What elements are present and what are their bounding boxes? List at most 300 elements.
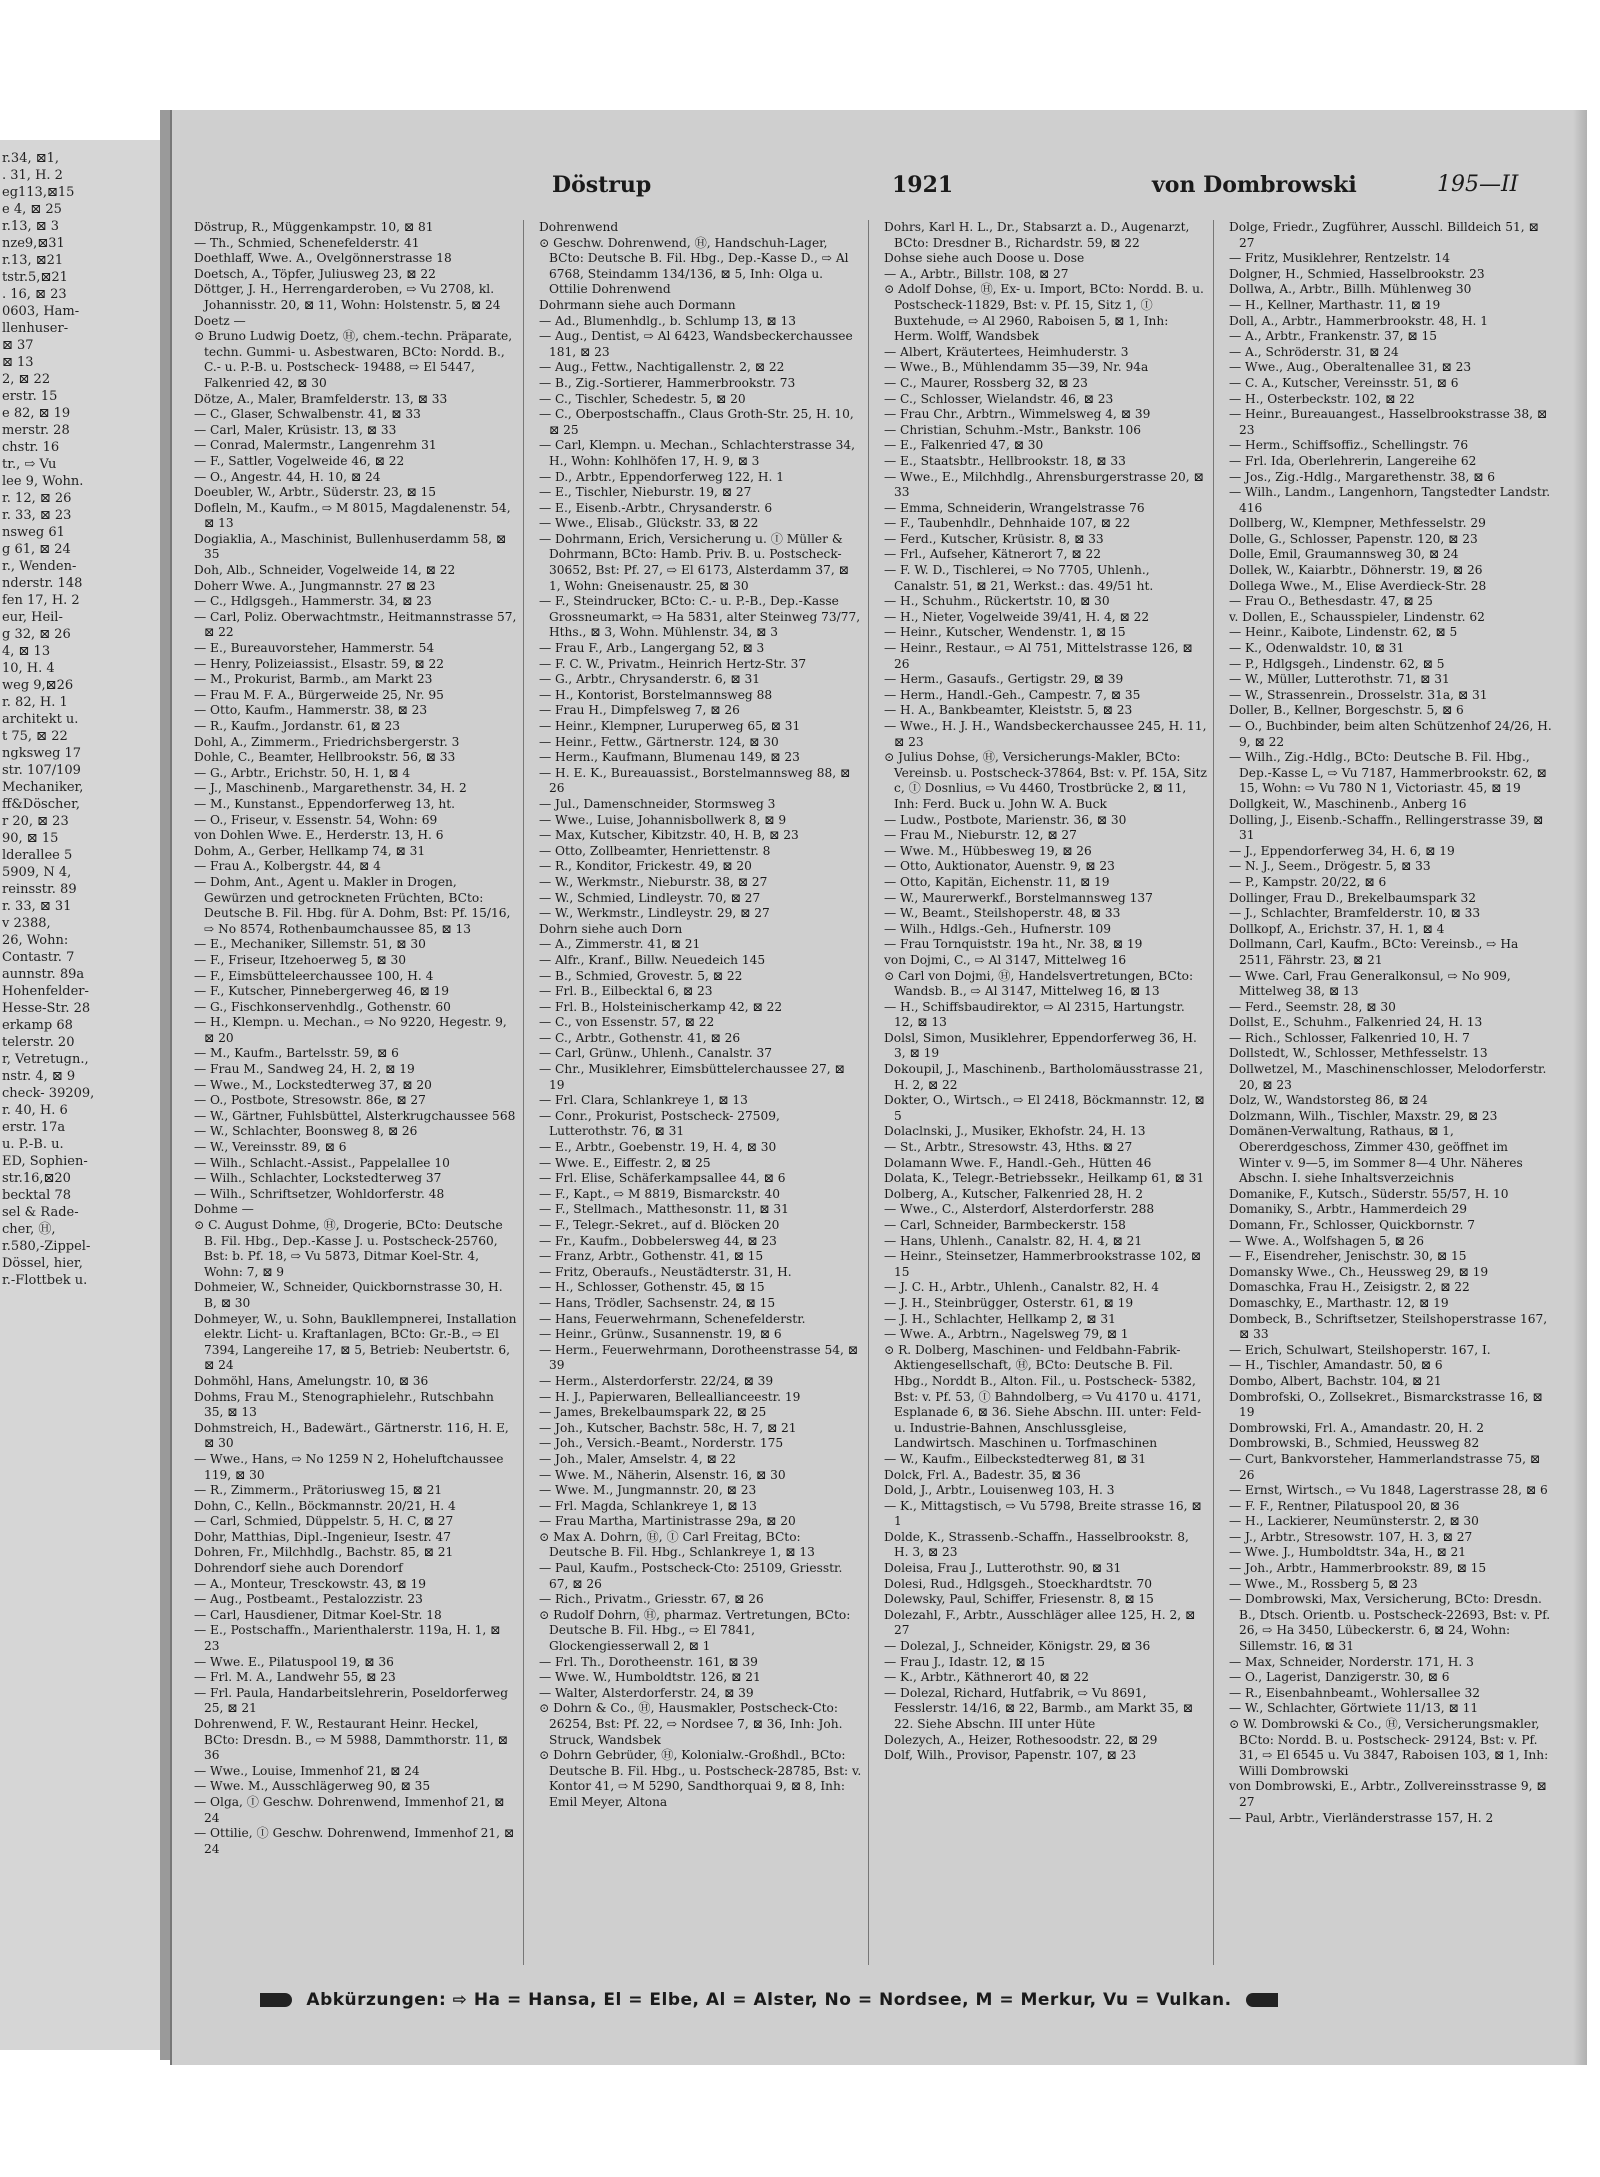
directory-entry: Dohmeier, W., Schneider, Quickbornstrasse 30, H. B, ⊠ 30: [194, 1280, 503, 1310]
directory-entry: Dohrenwend: [539, 220, 619, 234]
directory-entry: — Frl. Paula, Handarbeitslehrerin, Poseldorferweg 25, ⊠ 21: [194, 1685, 509, 1716]
directory-entry: — H., Tischler, Amandastr. 50, ⊠ 6: [1229, 1358, 1443, 1373]
directory-entry: Doethlaff, Wwe. A., Ovelgönnerstrasse 18: [194, 251, 452, 266]
directory-entry: — F., Friseur, Itzehoerweg 5, ⊠ 30: [194, 952, 406, 967]
directory-entry: Dolata, K., Telegr.-Betriebssekr., Heilkamp 61, ⊠ 31: [884, 1171, 1205, 1186]
directory-entry: — H., Klempn. u. Mechan., ⇨ No 9220, Hegestr. 9, ⊠ 20: [194, 1015, 507, 1045]
fragment-line: telerstr. 20: [2, 1035, 75, 1050]
directory-entry: — Jos., Zig.-Hdlg., Margarethenstr. 38, ⊠ 6: [1229, 469, 1496, 484]
directory-entry: Dohme —: [194, 1202, 254, 1217]
directory-entry: Dolaclnski, J., Musiker, Ekhofstr. 24, H. 13: [884, 1124, 1146, 1139]
directory-entry: Dohmstreich, H., Badewärt., Gärtnerstr. 116, H. E, ⊠ 30: [194, 1420, 509, 1451]
directory-entry: Dolde, K., Strassenb.-Schaffn., Hasselbrookstr. 8, H. 3, ⊠ 23: [884, 1529, 1189, 1560]
directory-entry: ⊙ Dohrn & Co., Ⓗ, Hausmakler, Postscheck-Cto: 26254, Bst: Pf. 22, ⇨ Nordsee 7, ⊠ 36, Inh: Joh. Struck, Wandsbek: [539, 1701, 843, 1747]
directory-entry: — Wilh., Zig.-Hdlg., BCto: Deutsche B. Fil. Hbg., Dep.-Kasse L, ⇨ Vu 7187, Hammerbrookstr. 62, ⊠ 15, Wohn: ⇨ Vu 780 N 1, Victoriastr. 45, ⊠ 19: [1229, 750, 1547, 796]
directory-entry: — Alfr., Kranf., Billw. Neuedeich 145: [539, 952, 766, 967]
directory-entry: — W., Müller, Lutterothstr. 71, ⊠ 31: [1229, 672, 1450, 687]
fragment-line: 2, ⊠ 22: [2, 372, 51, 387]
directory-entry: von Dohlen Wwe. E., Herderstr. 13, H. 6: [194, 828, 444, 843]
directory-entry: — W., Vereinsstr. 89, ⊠ 6: [194, 1140, 347, 1155]
directory-entry: — H., Schiffsbaudirektor, ⇨ Al 2315, Hartungstr. 12, ⊠ 13: [884, 999, 1185, 1030]
fragment-line: architekt u.: [2, 712, 79, 727]
fragment-line: r.580,-Zippel-: [2, 1239, 91, 1254]
page-edge: [1573, 110, 1587, 2065]
directory-entry: Dokoupil, J., Maschinenb., Bartholomäusstrasse 21, H. 2, ⊠ 22: [884, 1062, 1204, 1092]
fragment-line: v 2388,: [2, 916, 51, 931]
directory-entry: — A., Arbtr., Billstr. 108, ⊠ 27: [884, 266, 1069, 281]
directory-entry: — Joh., Maler, Amselstr. 4, ⊠ 22: [539, 1451, 737, 1466]
directory-entry: — Conrad, Malermstr., Langenrehm 31: [194, 438, 437, 453]
directory-entry: Dohn, C., Kelln., Böckmannstr. 20/21, H. 4: [194, 1498, 456, 1513]
fragment-line: 10, H. 4: [2, 661, 55, 676]
directory-entry: Domann, Fr., Schlosser, Quickbornstr. 7: [1229, 1218, 1476, 1232]
directory-entry: Dollst, E., Schuhm., Falkenried 24, H. 13: [1229, 1015, 1483, 1030]
directory-entry: — O., Friseur, v. Essenstr. 54, Wohn: 69: [194, 812, 438, 827]
directory-entry: — Wwe., E., Milchhdlg., Ahrensburgerstrasse 20, ⊠ 33: [884, 469, 1204, 500]
directory-entry: — F., Kapt., ⇨ M 8819, Bismarckstr. 40: [539, 1186, 780, 1201]
directory-entry: — Herm., Kaufmann, Blumenau 149, ⊠ 23: [539, 750, 800, 765]
directory-entry: Doetz —: [194, 313, 246, 328]
fragment-line: . 31, H. 2: [2, 168, 63, 183]
directory-entry: — Carl, Klempn. u. Mechan., Schlachterstrasse 34, H., Wohn: Kohlhöfen 17, H. 9, ⊠ 3: [539, 438, 856, 468]
directory-entry: — Ludw., Postbote, Marienstr. 36, ⊠ 30: [884, 812, 1127, 827]
directory-column-3: [884, 220, 1214, 1965]
abbreviations-footer: [252, 1990, 1492, 2020]
directory-entry: — D., Arbtr., Eppendorferweg 122, H. 1: [539, 469, 784, 484]
directory-entry: — Walter, Alsterdorferstr. 24, ⊠ 39: [539, 1685, 754, 1700]
fragment-line: nstr. 4, ⊠ 9: [2, 1069, 76, 1084]
fragment-line: tstr.5,⊠21: [2, 270, 68, 285]
directory-entry: — Wwe., Luise, Johannisbollwerk 8, ⊠ 9: [539, 812, 787, 827]
fragment-line: Hohenfelder-: [2, 984, 89, 999]
directory-entry: Dombrowski, Frl. A., Amandastr. 20, H. 2: [1229, 1420, 1485, 1435]
directory-entry: — Wwe., M., Lockstedterweg 37, ⊠ 20: [194, 1077, 432, 1092]
directory-entry: Dohrendorf siehe auch Dorendorf: [194, 1561, 403, 1576]
pointing-hand-icon: [260, 1993, 292, 2007]
directory-entry: — M., Prokurist, Barmb., am Markt 23: [194, 672, 433, 687]
directory-entry: — Wilh., Schlacht.-Assist., Pappelallee 10: [194, 1155, 450, 1170]
directory-entry: — C. A., Kutscher, Vereinsstr. 51, ⊠ 6: [1229, 375, 1459, 390]
directory-entry: — Th., Schmied, Schenefelderstr. 41: [194, 235, 420, 250]
directory-entry: Dollstedt, W., Schlosser, Methfesselstr. 13: [1229, 1046, 1488, 1061]
directory-entry: — E., Bureauvorsteher, Hammerstr. 54: [194, 641, 435, 656]
directory-entry: ⊙ R. Dolberg, Maschinen- und Feldbahn-Fabrik-Aktiengesellschaft, Ⓗ, BCto: Deutsche B. Fil. Hbg., Norddt B., Alton. Fil., u. Postscheck- 5382, Bst: v. Pf. 53, Ⓘ Bahndolberg, ⇨ Vu 4170 u. 4171, Esplanade 6, ⊠ 36. Siehe Abschn. III. unter: Feld- u. Industrie-Bahnen, Anschlussgleise, Landwirtsch. Maschinen u. Torfmaschinen: [884, 1342, 1202, 1451]
directory-entry: — H., Osterbeckstr. 102, ⊠ 22: [1229, 391, 1415, 406]
fragment-line: chstr. 16: [2, 440, 60, 455]
directory-entry: — F. F., Rentner, Pilatuspool 20, ⊠ 36: [1229, 1498, 1460, 1513]
directory-entry: — Dohrmann, Erich, Versicherung u. Ⓘ Müller & Dohrmann, BCto: Hamb. Priv. B. u. Postscheck- 30652, Bst: Pf. 27, ⇨ El 6173, Alsterdamm 37, ⊠ 1, Wohn: Gneisenaustr. 25, ⊠ 30: [539, 531, 849, 593]
fragment-line: ⊠ 13: [2, 355, 34, 370]
directory-entry: — H., Lackierer, Neumünsterstr. 2, ⊠ 30: [1229, 1514, 1479, 1529]
directory-entry: — Carl, Hausdiener, Ditmar Koel-Str. 18: [194, 1607, 442, 1622]
directory-entry: — Wwe. M., Näherin, Alsenstr. 16, ⊠ 30: [539, 1467, 786, 1482]
directory-entry: — Wwe. E., Eiffestr. 2, ⊠ 25: [539, 1155, 711, 1170]
directory-entry: — A., Schröderstr. 31, ⊠ 24: [1229, 344, 1399, 359]
directory-entry: — Heinr., Fettw., Gärtnerstr. 124, ⊠ 30: [539, 734, 779, 749]
directory-entry: Dolle, G., Schlosser, Papenstr. 120, ⊠ 23: [1229, 531, 1478, 546]
directory-entry: — Wilh., Schriftsetzer, Wohldorferstr. 48: [194, 1186, 445, 1201]
directory-entry: v. Dollen, E., Schausspieler, Lindenstr. 62: [1229, 609, 1485, 624]
directory-entry: — G., Fischkonservenhdlg., Gothenstr. 60: [194, 999, 451, 1014]
directory-entry: Dombeck, B., Schriftsetzer, Steilshoperstrasse 167, ⊠ 33: [1229, 1311, 1548, 1342]
directory-entry: Dolzmann, Wilh., Tischler, Maxstr. 29, ⊠ 23: [1229, 1108, 1498, 1123]
directory-entry: Dollkopf, A., Erichstr. 37, H. 1, ⊠ 4: [1229, 921, 1445, 936]
directory-entry: — Frl. B., Holsteinischerkamp 42, ⊠ 22: [539, 999, 783, 1014]
fragment-line: r.13, ⊠21: [2, 253, 64, 268]
directory-entry: — K., Arbtr., Käthnerort 40, ⊠ 22: [884, 1670, 1090, 1685]
directory-entry: — Wwe., C., Alsterdorf, Alsterdorferstr. 288: [884, 1202, 1155, 1217]
directory-entry: Dohmeyer, W., u. Sohn, Baukllempnerei, Installation elektr. Licht- u. Kraftanlagen, BCto: Gr.-B., ⇨ El 7394, Langereihe 17, ⊠ 5, Betrieb: Neubertstr. 6, ⊠ 24: [194, 1311, 517, 1373]
directory-entry: — Frau Tornquiststr. 19a ht., Nr. 38, ⊠ 19: [884, 937, 1143, 952]
directory-entry: — Fritz, Musiklehrer, Rentzelstr. 14: [1229, 251, 1450, 266]
directory-entry: — Wwe. M., Hübbesweg 19, ⊠ 26: [884, 843, 1092, 858]
directory-entry: — Herm., Feuerwehrmann, Dorotheenstrasse 54, ⊠ 39: [539, 1342, 858, 1373]
fragment-line: r. 33, ⊠ 31: [2, 899, 72, 914]
fragment-line: t 75, ⊠ 22: [2, 729, 68, 744]
fragment-line: r, Vetretugn.,: [2, 1052, 89, 1067]
directory-column-2: [539, 220, 869, 1965]
directory-entry: Dolesi, Rud., Hdlgsgeh., Stoeckhardtstr. 70: [884, 1576, 1152, 1591]
fragment-line: becktal 78: [2, 1188, 71, 1203]
directory-entry: Dokter, O., Wirtsch., ⇨ El 2418, Böckmannstr. 12, ⊠ 5: [884, 1093, 1205, 1123]
fragment-line: 0603, Ham-: [2, 304, 80, 319]
directory-entry: — C., Schlosser, Wielandstr. 46, ⊠ 23: [884, 391, 1114, 406]
directory-entry: Dohrenwend, F. W., Restaurant Heinr. Heckel, BCto: Dresdn. B., ⇨ M 5988, Dammthorstr. 11, ⊠ 36: [194, 1717, 508, 1763]
directory-entry: — R., Kaufm., Jordanstr. 61, ⊠ 23: [194, 719, 400, 733]
directory-entry: — Wwe. J., Humboldtstr. 34a, H., ⊠ 21: [1229, 1545, 1467, 1560]
directory-entry: Dohse siehe auch Doose u. Dose: [884, 251, 1085, 266]
directory-entry: — R., Zimmerm., Prätoriusweg 15, ⊠ 21: [194, 1483, 443, 1498]
directory-entry: Dolsl, Simon, Musiklehrer, Eppendorferweg 36, H. 3, ⊠ 19: [884, 1030, 1197, 1061]
directory-entry: — Franz, Arbtr., Gothenstr. 41, ⊠ 15: [539, 1249, 764, 1264]
fragment-line: cher, Ⓗ,: [2, 1222, 56, 1237]
fragment-line: r. 82, H. 1: [2, 695, 68, 710]
directory-entry: — Heinr., Bureauangest., Hasselbrookstrasse 38, ⊠ 23: [1229, 407, 1548, 437]
directory-entry: — Aug., Dentist, ⇨ Al 6423, Wandsbeckerchaussee 181, ⊠ 23: [539, 329, 853, 359]
fragment-line: check- 39209,: [2, 1086, 95, 1101]
directory-entry: — Carl, Schmied, Düppelstr. 5, H. C, ⊠ 27: [194, 1514, 454, 1529]
directory-entry: — Otto, Kapitän, Eichenstr. 11, ⊠ 19: [884, 874, 1110, 889]
directory-entry: — Otto, Auktionator, Auenstr. 9, ⊠ 23: [884, 859, 1115, 874]
directory-entry: — C., Glaser, Schwalbenstr. 41, ⊠ 33: [194, 407, 421, 422]
directory-entry: — Wwe. E., Pilatuspool 19, ⊠ 36: [194, 1654, 394, 1669]
directory-entry: — J., Arbtr., Stresowstr. 107, H. 3, ⊠ 27: [1229, 1529, 1473, 1544]
directory-entry: — F., Kutscher, Pinnebergerweg 46, ⊠ 19: [194, 984, 450, 999]
directory-entry: Döstrup, R., Müggenkampstr. 10, ⊠ 81: [194, 220, 434, 234]
directory-entry: — E., Falkenried 47, ⊠ 30: [884, 438, 1044, 453]
directory-entry: ⊙ W. Dombrowski & Co., Ⓗ, Versicherungsmakler, BCto: Nordd. B. u. Postscheck- 29124, Bst: v. Pf. 31, ⇨ El 6545 u. Vu 3847, Raboisen 103, ⊠ 1, Inh: Willi Dombrowski: [1229, 1717, 1549, 1778]
directory-entry: Dofleln, M., Kaufm., ⇨ M 8015, Magdalenenstr. 54, ⊠ 13: [194, 500, 511, 531]
directory-entry: — Frau J., Idastr. 12, ⊠ 15: [884, 1654, 1046, 1669]
directory-entry: — P., Kampstr. 20/22, ⊠ 6: [1229, 874, 1387, 889]
directory-entry: — G., Arbtr., Chrysanderstr. 6, ⊠ 31: [539, 672, 760, 687]
directory-entry: Domansky Wwe., Ch., Heussweg 29, ⊠ 19: [1229, 1264, 1489, 1279]
directory-entry: — Rich., Privatm., Griesstr. 67, ⊠ 26: [539, 1592, 764, 1607]
fragment-line: . 16, ⊠ 23: [2, 287, 67, 302]
directory-entry: — Paul, Kaufm., Postscheck-Cto: 25109, Griesstr. 67, ⊠ 26: [539, 1561, 843, 1591]
directory-entry: Doleisa, Frau J., Lutterothstr. 90, ⊠ 31: [884, 1561, 1122, 1576]
fragment-line: nze9,⊠31: [2, 236, 65, 251]
fragment-line: fen 17, H. 2: [2, 593, 80, 608]
directory-entry: ⊙ Carl von Dojmi, Ⓗ, Handelsvertretungen, BCto: Wandsb. B., ⇨ Al 3147, Mittelweg 16, ⊠ 13: [884, 968, 1194, 999]
directory-entry: — C., Tischler, Schedestr. 5, ⊠ 20: [539, 391, 746, 406]
directory-entry: — Frl. B., Eilbecktal 6, ⊠ 23: [539, 984, 713, 999]
directory-entry: Dollwetzel, M., Maschinenschlosser, Melodorferstr. 20, ⊠ 23: [1229, 1062, 1547, 1092]
fragment-line: 4, ⊠ 13: [2, 644, 51, 659]
directory-entry: — W., Schmied, Lindleystr. 70, ⊠ 27: [539, 890, 761, 905]
directory-entry: — Ottilie, Ⓘ Geschw. Dohrenwend, Immenhof 21, ⊠ 24: [194, 1826, 515, 1856]
directory-entry: — Albert, Kräutertees, Heimhuderstr. 3: [884, 344, 1129, 359]
directory-entry: — Otto, Zollbeamter, Henriettenstr. 8: [539, 843, 771, 858]
directory-entry: Dolf, Wilh., Provisor, Papenstr. 107, ⊠ 23: [884, 1748, 1137, 1763]
directory-entry: — M., Kunstanst., Eppendorferweg 13, ht.: [194, 796, 456, 811]
directory-entry: Döttger, J. H., Herrengarderoben, ⇨ Vu 2708, kl. Johannisstr. 20, ⊠ 11, Wohn: Holstenstr. 5, ⊠ 24: [194, 282, 501, 312]
directory-entry: ⊙ Julius Dohse, Ⓗ, Versicherungs-Makler, BCto: Vereinsb. u. Postscheck-37864, Bst: v. Pf. 15A, Sitz c, Ⓘ Dosnlius, ⇨ Vu 4460, Trostbrücke 2, ⊠ 11, Inh: Ferd. Buck u. John W. A. Buck: [884, 750, 1207, 811]
directory-entry: Dollinger, Frau D., Brekelbaumspark 32: [1229, 890, 1477, 905]
directory-entry: — K., Mittagstisch, ⇨ Vu 5798, Breite strasse 16, ⊠ 1: [884, 1498, 1202, 1529]
abbreviations-text: Abkürzungen: ⇨ Ha = Hansa, El = Elbe, Al = Alster, No = Nordsee, M = Merkur, Vu = Vulkan.: [306, 1990, 1232, 2010]
fragment-line: ⊠ 37: [2, 338, 34, 353]
directory-entry: Dolezahl, F., Arbtr., Ausschläger allee 125, H. 2, ⊠ 27: [884, 1607, 1196, 1638]
directory-entry: — C., von Essenstr. 57, ⊠ 22: [539, 1015, 715, 1030]
directory-entry: — E., Mechaniker, Sillemstr. 51, ⊠ 30: [194, 937, 426, 952]
directory-entry: — F., Sattler, Vogelweide 46, ⊠ 22: [194, 453, 405, 468]
directory-entry: — Max, Kutscher, Kibitzstr. 40, H. B, ⊠ 23: [539, 828, 799, 843]
fragment-line: lee 9, Wohn.: [2, 474, 84, 489]
directory-entry: — Joh., Kutscher, Bachstr. 58c, H. 7, ⊠ 21: [539, 1420, 797, 1435]
directory-entry: von Dombrowski, E., Arbtr., Zollvereinsstrasse 9, ⊠ 27: [1229, 1779, 1547, 1809]
directory-entry: — A., Arbtr., Frankenstr. 37, ⊠ 15: [1229, 329, 1438, 344]
directory-entry: — Carl, Schneider, Barmbeckerstr. 158: [884, 1218, 1126, 1232]
directory-entry: — Heinr., Kutscher, Wendenstr. 1, ⊠ 15: [884, 625, 1126, 640]
directory-entry: — W., Gärtner, Fuhlsbüttel, Alsterkrugchaussee 568: [194, 1108, 516, 1123]
fragment-line: ngksweg 17: [2, 746, 82, 761]
fragment-line: Mechaniker,: [2, 780, 84, 795]
fragment-line: str.16,⊠20: [2, 1171, 71, 1186]
directory-entry: — Herm., Handl.-Geh., Campestr. 7, ⊠ 35: [884, 687, 1141, 702]
fragment-line: weg 9,⊠26: [2, 678, 74, 693]
directory-entry: — J., Maschinenb., Margarethenstr. 34, H. 2: [194, 781, 467, 796]
directory-entry: — Frl. Elise, Schäferkampsallee 44, ⊠ 6: [539, 1171, 786, 1186]
directory-entry: Dolle, Emil, Graumannsweg 30, ⊠ 24: [1229, 547, 1459, 562]
fragment-line: r.13, ⊠ 3: [2, 219, 60, 234]
directory-entry: Dohm, A., Gerber, Hellkamp 74, ⊠ 31: [194, 843, 426, 858]
directory-entry: — P., Hdlgsgeh., Lindenstr. 62, ⊠ 5: [1229, 656, 1445, 671]
directory-entry: — R., Konditor, Frickestr. 49, ⊠ 20: [539, 859, 752, 874]
directory-entry: Domaniky, S., Arbtr., Hammerdeich 29: [1229, 1202, 1468, 1217]
directory-entry: — W., Werkmstr., Nieburstr. 38, ⊠ 27: [539, 874, 768, 889]
directory-entry: — E., Postschaffn., Marienthalerstr. 119a, H. 1, ⊠ 23: [194, 1623, 501, 1654]
directory-entry: Domaschky, E., Marthastr. 12, ⊠ 19: [1229, 1295, 1449, 1310]
directory-entry: ⊙ Dohrn Gebrüder, Ⓗ, Kolonialw.-Großhdl., BCto: Deutsche B. Fil. Hbg., u. Postscheck-28785, Bst: v. Kontor 41, ⇨ M 5290, Sandthorquai 9, ⊠ 8, Inh: Emil Meyer, Altona: [539, 1748, 862, 1809]
directory-entry: — O., Postbote, Stresowstr. 86e, ⊠ 27: [194, 1093, 426, 1108]
directory-entry: Dohrmann siehe auch Dormann: [539, 297, 736, 312]
directory-entry: Dollgkeit, W., Maschinenb., Anberg 16: [1229, 796, 1467, 811]
directory-column-1: [194, 220, 524, 1965]
directory-entry: Dollmann, Carl, Kaufm., BCto: Vereinsb., ⇨ Ha 2511, Fährstr. 23, ⊠ 21: [1229, 937, 1519, 967]
directory-entry: — Wwe., H. J. H., Wandsbeckerchaussee 245, H. 11, ⊠ 23: [884, 719, 1207, 749]
fragment-line: e 82, ⊠ 19: [2, 406, 71, 421]
directory-entry: — Frl. Th., Dorotheenstr. 161, ⊠ 39: [539, 1654, 758, 1669]
directory-entry: — Rich., Schlosser, Falkenried 10, H. 7: [1229, 1030, 1470, 1045]
directory-entry: — Frl., Aufseher, Kätnerort 7, ⊠ 22: [884, 547, 1101, 562]
book-gutter: [160, 110, 170, 2060]
fragment-line: lderallee 5: [2, 848, 73, 863]
directory-entry: — H., Schuhm., Rückertstr. 10, ⊠ 30: [884, 594, 1110, 609]
directory-entry: ⊙ Geschw. Dohrenwend, Ⓗ, Handschuh-Lager, BCto: Deutsche B. Fil. Hbg., Dep.-Kasse D., ⇨ Al 6768, Steindamm 134/136, ⊠ 5, Inh: Olga u. Ottilie Dohrenwend: [539, 235, 849, 297]
directory-page: [170, 110, 1587, 2065]
directory-entry: — C., Arbtr., Gothenstr. 41, ⊠ 26: [539, 1030, 741, 1045]
directory-entry: — F. W. D., Tischlerei, ⇨ No 7705, Uhlenh., Canalstr. 51, ⊠ 21, Werkst.: das. 49/51 ht.: [884, 563, 1154, 593]
fragment-line: eur, Heil-: [2, 610, 63, 625]
directory-entry: Dohle, C., Beamter, Hellbrookstr. 56, ⊠ 33: [194, 750, 456, 765]
page-number: 195—II: [1437, 172, 1519, 197]
directory-entry: — Curt, Bankvorsteher, Hammerlandstrasse 75, ⊠ 26: [1229, 1451, 1541, 1482]
directory-entry: Dolck, Frl. A., Badestr. 35, ⊠ 36: [884, 1467, 1081, 1482]
directory-entry: Dohrs, Karl H. L., Dr., Stabsarzt a. D., Augenarzt, BCto: Dresdner B., Richardstr. 59, ⊠ 22: [884, 220, 1190, 250]
header-first-entry: Döstrup: [552, 172, 652, 198]
directory-entry: — R., Eisenbahnbeamt., Wohlersallee 32: [1229, 1685, 1481, 1700]
directory-entry: — Aug., Fettw., Nachtigallenstr. 2, ⊠ 22: [539, 360, 785, 375]
directory-entry: — St., Arbtr., Stresowstr. 43, Hths. ⊠ 27: [884, 1140, 1133, 1155]
directory-entry: — Wilh., Hdlgs.-Geh., Hufnerstr. 109: [884, 921, 1111, 936]
directory-entry: — Frau O., Bethesdastr. 47, ⊠ 25: [1229, 594, 1433, 609]
directory-entry: — Otto, Kaufm., Hammerstr. 38, ⊠ 23: [194, 703, 428, 718]
directory-entry: — G., Arbtr., Erichstr. 50, H. 1, ⊠ 4: [194, 765, 411, 780]
directory-entry: — F., Stellmach., Matthesonstr. 11, ⊠ 31: [539, 1202, 789, 1217]
directory-entry: — Fritz, Oberaufs., Neustädterstr. 31, H.: [539, 1264, 792, 1279]
directory-entry: — O., Lagerist, Danzigerstr. 30, ⊠ 6: [1229, 1670, 1450, 1685]
adjacent-page-fragment: [0, 140, 163, 2050]
directory-entry: — J. C. H., Arbtr., Uhlenh., Canalstr. 82, H. 4: [884, 1280, 1160, 1295]
directory-entry: — Wwe. A., Wolfshagen 5, ⊠ 26: [1229, 1233, 1425, 1248]
directory-entry: Dolgner, H., Schmied, Hasselbrookstr. 23: [1229, 266, 1485, 281]
directory-entry: — Frl. Magda, Schlankreye 1, ⊠ 13: [539, 1498, 757, 1513]
fragment-line: e 4, ⊠ 25: [2, 202, 62, 217]
directory-entry: — Herm., Gasaufs., Gertigstr. 29, ⊠ 39: [884, 672, 1124, 687]
directory-entry: — A., Zimmerstr. 41, ⊠ 21: [539, 937, 701, 952]
directory-entry: ⊙ Bruno Ludwig Doetz, Ⓗ, chem.-techn. Präparate, techn. Gummi- u. Asbestwaren, BCto: Nordd. B., C.- u. P.-B. u. Postscheck- 19488, ⇨ El 5447, Falkenried 42, ⊠ 30: [194, 329, 513, 390]
directory-entry: — Herm., Schiffsoffiz., Schellingstr. 76: [1229, 438, 1469, 453]
directory-entry: — Ferd., Seemstr. 28, ⊠ 30: [1229, 999, 1396, 1014]
directory-entry: — Erich, Schulwart, Steilshoperstr. 167, I.: [1229, 1342, 1491, 1357]
directory-entry: — H., Schlosser, Gothenstr. 45, ⊠ 15: [539, 1280, 765, 1295]
directory-entry: — W., Beamt., Steilshoperstr. 48, ⊠ 33: [884, 906, 1121, 921]
directory-entry: Dohmöhl, Hans, Amelungstr. 10, ⊠ 36: [194, 1373, 429, 1388]
fragment-line: erstr. 15: [2, 389, 58, 404]
directory-entry: Doll, A., Arbtr., Hammerbrookstr. 48, H. 1: [1229, 313, 1489, 328]
directory-entry: — F., Eisendreher, Jenischstr. 30, ⊠ 15: [1229, 1249, 1467, 1264]
directory-entry: — Wilh., Schlachter, Lockstedterweg 37: [194, 1171, 442, 1186]
directory-entry: — Henry, Polizeiassist., Elsastr. 59, ⊠ 22: [194, 656, 444, 671]
directory-entry: — Frau M. F. A., Bürgerweide 25, Nr. 95: [194, 687, 444, 702]
directory-entry: Dogiaklia, A., Maschinist, Bullenhuserdamm 58, ⊠ 35: [194, 531, 507, 562]
fragment-line: r., Wenden-: [2, 559, 77, 574]
directory-entry: — N. J., Seem., Drögestr. 5, ⊠ 33: [1229, 859, 1431, 874]
fragment-line: ff&Döscher,: [2, 797, 80, 812]
fragment-line: r 20, ⊠ 23: [2, 814, 69, 829]
directory-entry: Dolezych, A., Heizer, Rothesoodstr. 22, ⊠ 29: [884, 1732, 1158, 1747]
fragment-line: g 61, ⊠ 24: [2, 542, 71, 557]
fragment-line: reinsstr. 89: [2, 882, 77, 897]
directory-entry: — Ferd., Kutscher, Krüsistr. 8, ⊠ 33: [884, 531, 1104, 546]
directory-entry: Dombo, Albert, Bachstr. 104, ⊠ 21: [1229, 1373, 1442, 1388]
fragment-line: nsweg 61: [2, 525, 65, 540]
directory-entry: — Frl. Ida, Oberlehrerin, Langereihe 62: [1229, 453, 1477, 468]
directory-entry: ⊙ Max A. Dohrn, Ⓗ, Ⓘ Carl Freitag, BCto: Deutsche B. Fil. Hbg., Schlankreye 1, ⊠ 13: [539, 1529, 815, 1560]
fragment-line: erkamp 68: [2, 1018, 73, 1033]
directory-entry: ⊙ Rudolf Dohrn, Ⓗ, pharmaz. Vertretungen, BCto: Deutsche B. Fil. Hbg., ⇨ El 7841, Glockengiesserwall 2, ⊠ 1: [539, 1607, 851, 1654]
directory-entry: — J. H., Schlachter, Hellkamp 2, ⊠ 31: [884, 1311, 1116, 1326]
header-year: 1921: [892, 172, 954, 198]
fragment-line: eg113,⊠15: [2, 185, 75, 200]
fragment-line: nderstr. 148: [2, 576, 83, 591]
directory-entry: — B., Schmied, Grovestr. 5, ⊠ 22: [539, 968, 743, 983]
directory-entry: — Joh., Versich.-Beamt., Norderstr. 175: [539, 1436, 784, 1451]
directory-entry: Doh, Alb., Schneider, Vogelweide 14, ⊠ 22: [194, 563, 456, 578]
adjacent-page-column: [0, 140, 160, 1289]
directory-entry: — Carl, Maler, Krüsistr. 13, ⊠ 33: [194, 422, 397, 437]
directory-entry: — Frau M., Nieburstr. 12, ⊠ 27: [884, 828, 1077, 843]
directory-entry: — Heinr., Klempner, Luruperweg 65, ⊠ 31: [539, 719, 801, 733]
directory-entry: Dolewsky, Paul, Schiffer, Friesenstr. 8, ⊠ 15: [884, 1592, 1154, 1607]
directory-entry: — Carl, Grünw., Uhlenh., Canalstr. 37: [539, 1046, 773, 1061]
directory-entry: Doeubler, W., Arbtr., Süderstr. 23, ⊠ 15: [194, 485, 437, 500]
directory-entry: — E., Arbtr., Goebenstr. 19, H. 4, ⊠ 30: [539, 1140, 777, 1155]
directory-entry: Dolge, Friedr., Zugführer, Ausschl. Billdeich 51, ⊠ 27: [1229, 220, 1539, 250]
directory-entry: ⊙ C. August Dohme, Ⓗ, Drogerie, BCto: Deutsche B. Fil. Hbg., Dep.-Kasse J. u. Postscheck-25760, Bst: b. Pf. 18, ⇨ Vu 5873, Ditmar Koel-Str. 4, Wohn: 7, ⊠ 9: [194, 1218, 503, 1279]
directory-entry: — Wwe. M., Ausschlägerweg 90, ⊠ 35: [194, 1779, 431, 1794]
directory-entry: Dohms, Frau M., Stenographielehr., Rutschbahn 35, ⊠ 13: [194, 1389, 494, 1420]
directory-entry: — C., Hdlgsgeh., Hammerstr. 34, ⊠ 23: [194, 594, 432, 609]
directory-entry: — H. J., Papierwaren, Belleallianceestr. 19: [539, 1389, 801, 1404]
fragment-line: ED, Sophien-: [2, 1154, 88, 1169]
directory-entry: — O., Angestr. 44, H. 10, ⊠ 24: [194, 469, 381, 484]
directory-entry: — Herm., Alsterdorferstr. 22/24, ⊠ 39: [539, 1373, 774, 1388]
directory-entry: — H. A., Bankbeamter, Kleiststr. 5, ⊠ 23: [884, 703, 1133, 718]
directory-entry: Domanike, F., Kutsch., Süderstr. 55/57, H. 10: [1229, 1186, 1509, 1201]
directory-entry: — H., Kontorist, Borstelmannsweg 88: [539, 687, 773, 702]
directory-entry: — Frl. M. A., Landwehr 55, ⊠ 23: [194, 1670, 396, 1685]
fragment-line: str. 107/109: [2, 763, 81, 778]
directory-entry: — Fr., Kaufm., Dobbelersweg 44, ⊠ 23: [539, 1233, 777, 1248]
directory-entry: — J. H., Steinbrügger, Osterstr. 61, ⊠ 19: [884, 1295, 1134, 1310]
directory-entry: — Heinr., Kaibote, Lindenstr. 62, ⊠ 5: [1229, 625, 1458, 640]
directory-entry: von Dojmi, C., ⇨ Al 3147, Mittelweg 16: [884, 952, 1127, 967]
directory-entry: — F., Taubenhdlr., Dehnhaide 107, ⊠ 22: [884, 516, 1131, 531]
directory-entry: Dohrn siehe auch Dorn: [539, 921, 683, 936]
directory-entry: — C., Maurer, Rossberg 32, ⊠ 23: [884, 375, 1088, 390]
directory-entry: — A., Monteur, Tresckowstr. 43, ⊠ 19: [194, 1576, 426, 1591]
directory-columns: [194, 220, 1574, 1965]
directory-entry: Domaschka, Frau H., Zeisigstr. 2, ⊠ 22: [1229, 1280, 1470, 1295]
directory-entry: — Ad., Blumenhdlg., b. Schlump 13, ⊠ 13: [539, 313, 796, 328]
directory-entry: — Dombrowski, Max, Versicherung, BCto: Dresdn. B., Dtsch. Orientb. u. Postscheck-22693, Bst: v. Pf. 26, ⇨ Ha 3450, Lübeckerstr. 6, ⊠ 24, Wohn: Sillemstr. 16, ⊠ 31: [1229, 1592, 1551, 1654]
directory-entry: — Frau Chr., Arbtrn., Wimmelsweg 4, ⊠ 39: [884, 407, 1151, 422]
directory-entry: — Frau F., Arb., Langergang 52, ⊠ 3: [539, 641, 765, 656]
directory-entry: — Frau M., Sandweg 24, H. 2, ⊠ 19: [194, 1062, 415, 1077]
directory-entry: — Frl. Clara, Schlankreye 1, ⊠ 13: [539, 1093, 748, 1108]
fragment-line: r. 33, ⊠ 23: [2, 508, 72, 523]
fragment-line: Contastr. 7: [2, 950, 75, 965]
directory-entry: Dohren, Fr., Milchhdlg., Bachstr. 85, ⊠ 21: [194, 1545, 454, 1560]
directory-entry: — C., Oberpostschaffn., Claus Groth-Str. 25, H. 10, ⊠ 25: [539, 407, 854, 437]
directory-entry: — Heinr., Restaur., ⇨ Al 751, Mittelstrasse 126, ⊠ 26: [884, 641, 1193, 671]
directory-entry: — K., Odenwaldstr. 10, ⊠ 31: [1229, 641, 1405, 656]
fragment-line: 26, Wohn:: [2, 933, 69, 948]
directory-entry: — J., Eppendorferweg 34, H. 6, ⊠ 19: [1229, 843, 1455, 858]
directory-entry: Dolz, W., Wandstorsteg 86, ⊠ 24: [1229, 1093, 1428, 1108]
